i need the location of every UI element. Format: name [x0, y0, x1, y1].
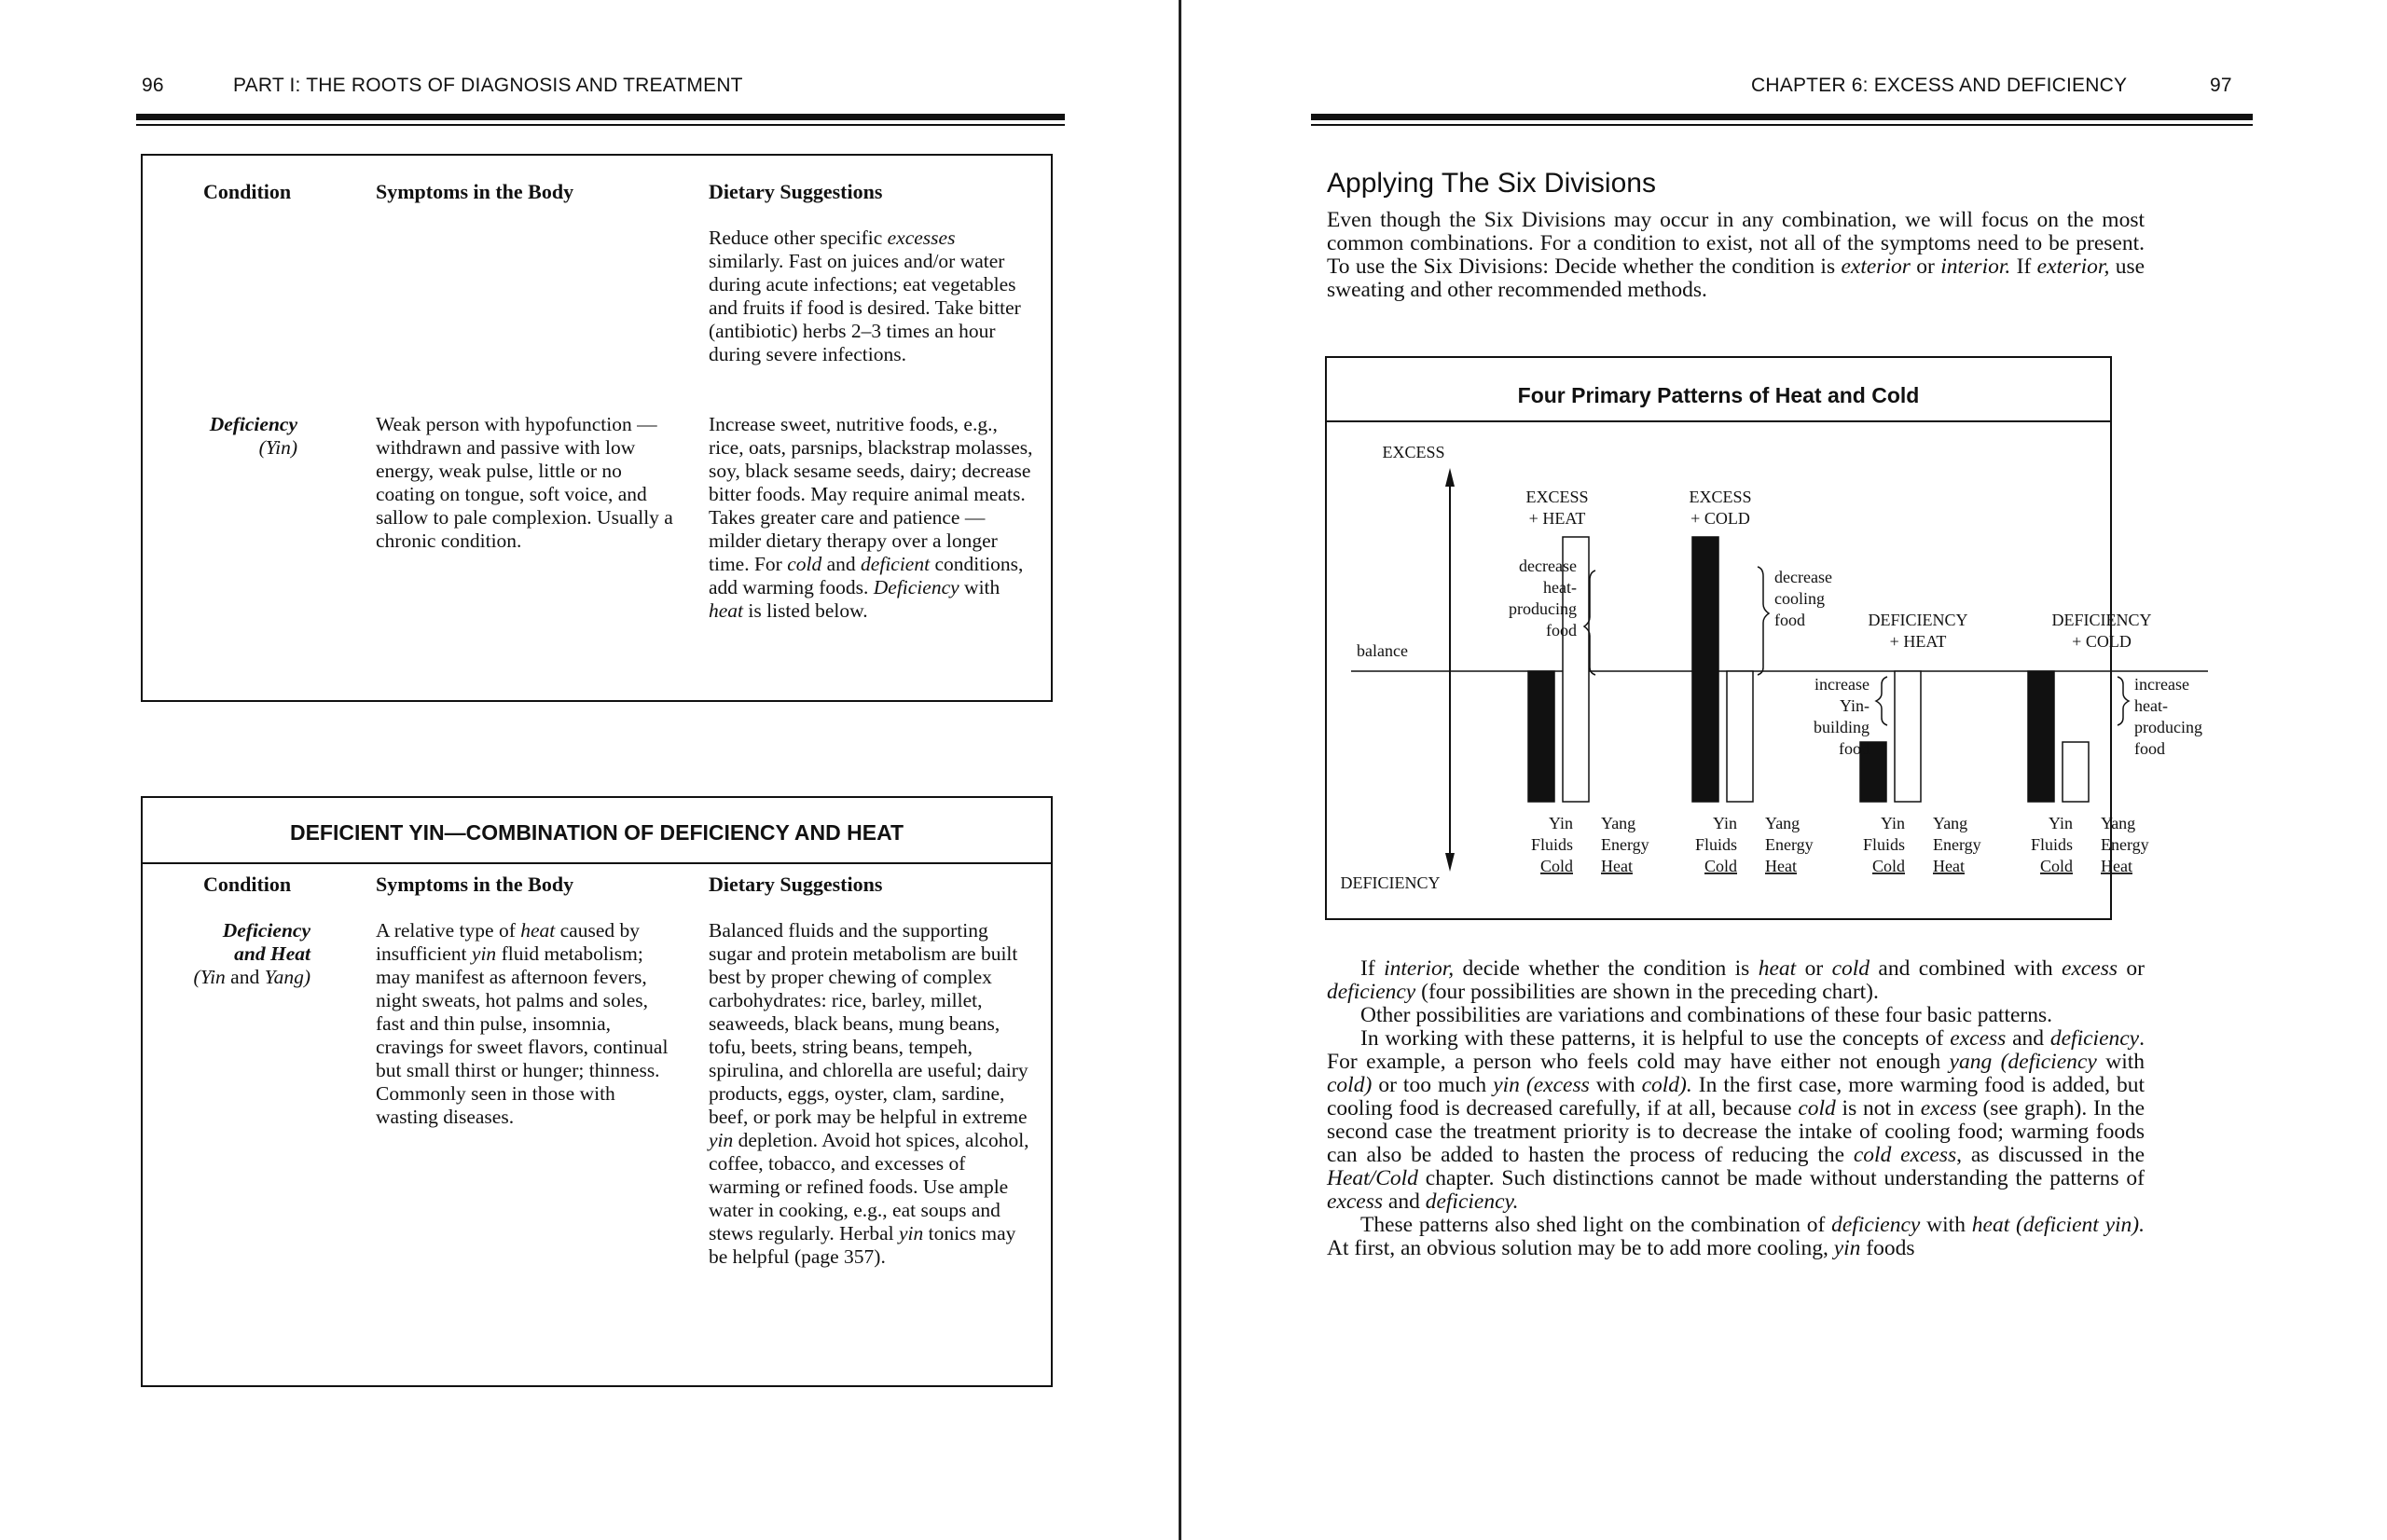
group1-yin-label-3: Cold — [1539, 857, 1573, 875]
group1-note-1: decrease — [1519, 557, 1577, 575]
group2-title-1: EXCESS — [1689, 488, 1752, 506]
bar-yin-excess-heat — [1528, 671, 1554, 802]
row-symptoms: A relative type of heat caused by insufficient yin fluid metabolism; may manifest as afternoon fevers, night sweats, hot palms and soles, fast and thin pulse, insomnia, cravings for sweet flavors, continual but small thirst or hunger; thinness. Commonly seen in those with wasting diseases. — [376, 919, 669, 1128]
row-diet: Balanced fluids and the supporting sugar and protein metabolism are built best by proper chewing of complex carbohydrates: rice, barley, millet, seaweeds, black beans, mung beans, tofu, beets, string beans, tempeh, spirulina, and chlorella are useful; dairy products, eggs, oyster, clam, sardine, beef, or pork may be helpful in extreme yin depletion. Avoid hot spices, alcohol, coffee, tobacco, and excesses of warming or refined foods. Use ample water in cooking, e.g., eat soups and stews regularly. Herbal yin tonics may be helpful (page 357). — [709, 919, 1029, 1268]
group3-title-2: + HEAT — [1889, 632, 1947, 651]
col-symptoms-2: Symptoms in the Body — [376, 873, 574, 896]
group1-note-3: producing — [1509, 599, 1577, 618]
group3-yin-label-1: Yin — [1880, 814, 1905, 832]
group3-yang-label-1: Yang — [1933, 814, 1968, 832]
row2-diet: Increase sweet, nutritive foods, e.g., rice, oats, parsnips, blackstrap molasses, soy, black sesame seeds, dairy; decrease bitter foods. May require animal meats. Takes greater care and patience —milder dietary therapy over a longer time. For cold and deficient conditions, add warming foods. Deficiency with heat is listed below. — [709, 413, 1033, 622]
group1-note-2: heat- — [1543, 578, 1577, 597]
table-deficient-yin-title: DEFICIENT YIN—COMBINATION OF DEFICIENCY AND HEAT — [289, 820, 904, 845]
col-diet: Dietary Suggestions — [709, 180, 883, 203]
table-deficient-yin — [141, 796, 1053, 1387]
running-head-right: CHAPTER 6: EXCESS AND DEFICIENCY — [1751, 75, 2128, 96]
balance-label: balance — [1357, 641, 1408, 660]
running-head-left: PART I: THE ROOTS OF DIAGNOSIS AND TREATMENT — [233, 75, 743, 96]
bar-yang-deficiency-heat — [1895, 671, 1921, 802]
group4-yang-label-3: Heat — [2101, 857, 2132, 875]
header-rule-right — [1311, 114, 2253, 120]
brace-icon — [1876, 677, 1887, 725]
group4-note-2: heat- — [2134, 696, 2168, 715]
group3-yang-label-3: Heat — [1933, 857, 1965, 875]
group2-yang-label-1: Yang — [1765, 814, 1801, 832]
heat-cold-patterns-figure — [1325, 356, 2202, 920]
brace-icon — [1758, 567, 1769, 675]
body-paragraphs: If interior, decide whether the condition is heat or cold and combined with excess or deficiency (four possibilities are shown in the preceding chart). Other possibilities are variations and combinations of these four basic patterns. In working with these patterns, it is helpful to use the concepts of excess and deficiency. For example, a person who feels cold may have either not enough yang (deficiency with cold) or too much yin (excess with cold). In the first case, more warming food is added, but cooling food is decreased carefully, if at all, because cold is not in excess (see graph). In the second case the treatment priority is to decrease the intake of cooling food; warming foods can also be added to hasten the process of reducing the cold excess, as discussed in the Heat/Cold chapter. Such distinctions cannot be made without understanding the patterns of excess and deficiency. These patterns also shed light on the combination of deficiency with heat (deficient yin). At first, an obvious solution may be to add more cooling, yin foods — [1327, 956, 2146, 1260]
group1-title-2: + HEAT — [1528, 509, 1586, 528]
group2-yang-label-3: Heat — [1765, 857, 1797, 875]
section-heading: Applying The Six Divisions — [1327, 168, 1656, 199]
bar-yin-deficiency-cold — [2028, 671, 2054, 802]
page-number-left: 96 — [142, 75, 164, 96]
group1-bar-labels — [1531, 814, 1649, 875]
group4-bar-labels — [2031, 814, 2149, 875]
group2-note-2: cooling — [1774, 589, 1825, 608]
group4-note-1: increase — [2134, 675, 2189, 694]
figure-title: Four Primary Patterns of Heat and Cold — [1517, 383, 1920, 407]
group4-yang-label-1: Yang — [2101, 814, 2136, 832]
bar-yang-deficiency-cold — [2063, 742, 2089, 802]
group2-bar-labels — [1695, 814, 1814, 875]
group3-yin-label-2: Fluids — [1862, 835, 1905, 854]
group2-yin-label-2: Fluids — [1694, 835, 1737, 854]
left-page — [0, 0, 1179, 1540]
group4-yang-label-2: Energy — [2101, 835, 2149, 854]
row2-condition: Deficiency (Yin) — [209, 413, 297, 459]
intro-paragraph: Even though the Six Divisions may occur in any combination, we will focus on the most common combinations. For a condition to exist, not all of the symptoms need to be present. To use the Six Divisions: Decide whether the condition is exterior or interior. If exterior, use sweating and other recommended methods. — [1327, 208, 2146, 302]
group4-note-3: producing — [2134, 718, 2202, 736]
group3-note-2: Yin- — [1839, 696, 1870, 715]
table-excess-deficiency — [141, 154, 1053, 702]
header-rule-left-thin — [136, 124, 1065, 126]
group4-yin-label-2: Fluids — [2030, 835, 2073, 854]
header-rule-right-thin — [1311, 124, 2253, 126]
table-title-rule — [143, 862, 1051, 864]
group1-yang-label-3: Heat — [1601, 857, 1633, 875]
group1-yin-label-2: Fluids — [1530, 835, 1573, 854]
group3-note-4: food — [1839, 739, 1870, 758]
col-diet-2: Dietary Suggestions — [709, 873, 883, 896]
group2-yin-label-3: Cold — [1704, 857, 1737, 875]
group3-title-1: DEFICIENCY — [1868, 611, 1968, 629]
axis-arrow-up-icon — [1445, 468, 1455, 487]
group4-note-4: food — [2134, 739, 2165, 758]
group2-note-1: decrease — [1774, 568, 1832, 586]
group1-title-1: EXCESS — [1525, 488, 1589, 506]
col-condition-2: Condition — [203, 873, 292, 896]
col-symptoms: Symptoms in the Body — [376, 180, 574, 203]
axis-top-label: EXCESS — [1382, 443, 1445, 461]
page-number-right: 97 — [2210, 75, 2232, 96]
header-rule-left — [136, 114, 1065, 120]
group4-yin-label-3: Cold — [2039, 857, 2073, 875]
group1-yang-label-1: Yang — [1601, 814, 1636, 832]
group1-yang-label-2: Energy — [1601, 835, 1649, 854]
axis-bottom-label: DEFICIENCY — [1340, 873, 1441, 892]
group4-title-2: + COLD — [2072, 632, 2132, 651]
group3-yang-label-2: Energy — [1933, 835, 1981, 854]
group3-note-1: increase — [1814, 675, 1870, 694]
group1-note-4: food — [1546, 621, 1577, 639]
group4-yin-label-1: Yin — [2048, 814, 2073, 832]
bar-yang-excess-heat — [1563, 537, 1589, 802]
col-condition: Condition — [203, 180, 292, 203]
row2-symptoms: Weak person with hypofunction —withdrawn and passive with low energy, weak pulse, little or no coating on tongue, soft voice, and sallow to pale complexion. Usually a chronic condition. — [376, 413, 673, 552]
group3-bar-labels — [1863, 814, 1981, 875]
group4-title-1: DEFICIENCY — [2051, 611, 2152, 629]
group2-note-3: food — [1774, 611, 1805, 629]
axis-arrow-down-icon — [1445, 853, 1455, 872]
bar-yang-excess-cold — [1727, 671, 1753, 802]
group2-yin-label-1: Yin — [1712, 814, 1737, 832]
row1-diet: Reduce other specific excesses similarly. Fast on juices and/or water during acute infections; eat vegetables and fruits if food is desired. Take bitter (antibiotic) herbs 2–3 times an hour during severe infections. — [709, 227, 1021, 365]
group2-yang-label-2: Energy — [1765, 835, 1814, 854]
group3-yin-label-3: Cold — [1871, 857, 1905, 875]
group1-yin-label-1: Yin — [1548, 814, 1573, 832]
bar-yin-excess-cold — [1692, 537, 1718, 802]
row-condition: Deficiency and Heat (Yin and Yang) — [193, 919, 310, 988]
group3-note-3: building — [1813, 718, 1870, 736]
group2-title-2: + COLD — [1690, 509, 1750, 528]
